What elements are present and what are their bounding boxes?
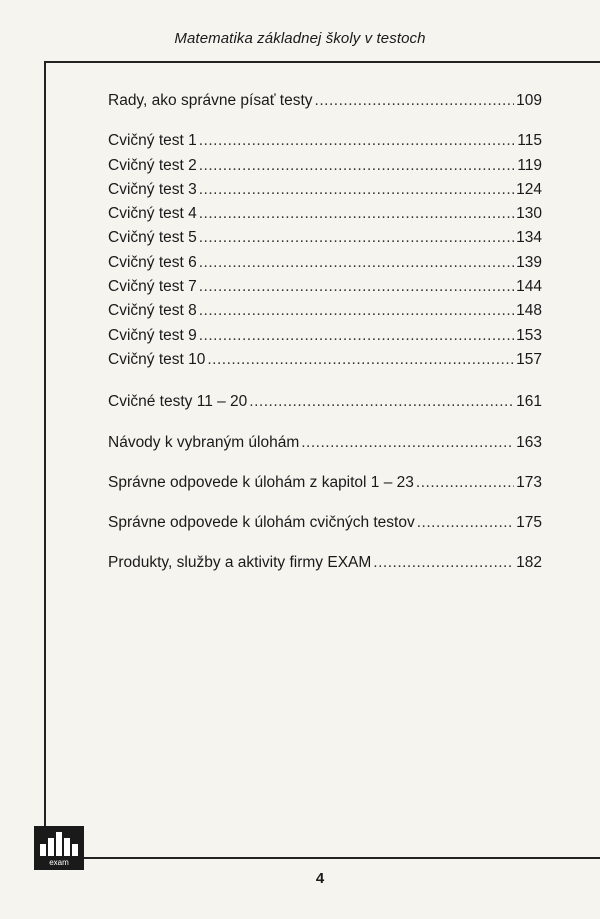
toc-entry[interactable] <box>108 89 542 113</box>
toc-entry-page: 153 <box>516 326 542 344</box>
toc-entry-title: Cvičný test 5 <box>108 229 197 247</box>
toc-entry-page: 109 <box>516 92 542 109</box>
toc-entry-page: 161 <box>516 393 542 411</box>
toc-leader-dots <box>315 89 515 113</box>
toc-leader-dots <box>199 226 514 250</box>
toc-leader-dots <box>199 202 514 226</box>
toc-entry-page: 130 <box>516 205 542 223</box>
toc-entry-title: Cvičný test 10 <box>108 350 206 368</box>
toc-leader-dots <box>207 348 514 372</box>
toc-entry-title: Správne odpovede k úlohám cvičných testov <box>108 514 415 532</box>
toc-leader-dots <box>199 178 514 202</box>
exam-logo-icon <box>34 826 84 870</box>
toc-entry-title: Cvičný test 7 <box>108 278 197 296</box>
toc-entry-page: 124 <box>516 180 542 198</box>
toc-entry[interactable] <box>108 299 542 323</box>
toc-entry-page: 175 <box>516 514 542 532</box>
running-header: Matematika základnej školy v testoch <box>174 30 426 47</box>
toc-entry[interactable] <box>108 226 542 250</box>
toc-entry-title: Cvičný test 9 <box>108 326 197 344</box>
toc-entry-page: 115 <box>517 132 542 150</box>
toc-entry-page: 139 <box>516 253 542 271</box>
toc-entry-page: 157 <box>516 350 542 368</box>
toc-entry[interactable] <box>108 431 542 455</box>
toc-leader-dots <box>199 299 514 323</box>
toc-entry-page: 144 <box>516 278 542 296</box>
toc-entry-page: 163 <box>516 433 542 451</box>
toc-leader-dots <box>199 251 514 275</box>
toc-entry[interactable] <box>108 202 542 226</box>
toc-entry[interactable] <box>108 511 542 535</box>
toc-entry[interactable] <box>108 390 542 414</box>
toc-leader-dots <box>199 154 516 178</box>
page-number: 4 <box>315 870 325 887</box>
toc-entry-page: 148 <box>516 302 542 320</box>
toc-leader-dots <box>199 275 514 299</box>
toc-entry-page: 182 <box>516 554 542 572</box>
toc-entry[interactable] <box>108 129 542 153</box>
logo-bars-icon <box>36 828 82 858</box>
toc-leader-dots <box>301 431 514 455</box>
toc-entry-title: Cvičný test 2 <box>108 156 197 174</box>
logo-text: exam <box>49 858 69 867</box>
toc-entry-title: Rady, ako správne písať testy <box>108 92 313 109</box>
toc-entry-title: Cvičné testy 11 – 20 <box>108 393 248 411</box>
table-of-contents <box>108 89 542 576</box>
toc-entry-title: Cvičný test 4 <box>108 205 197 223</box>
toc-entry[interactable] <box>108 275 542 299</box>
toc-entry-title: Cvičný test 8 <box>108 302 197 320</box>
toc-leader-dots <box>199 324 514 348</box>
toc-entry-title: Správne odpovede k úlohám z kapitol 1 – 23 <box>108 473 414 491</box>
toc-entry[interactable] <box>108 251 542 275</box>
toc-leader-dots <box>416 471 514 495</box>
toc-entry[interactable] <box>108 154 542 178</box>
toc-entry-page: 134 <box>516 229 542 247</box>
toc-leader-dots <box>249 390 514 414</box>
toc-entry-title: Cvičný test 1 <box>108 132 197 150</box>
toc-entry-page: 173 <box>516 473 542 491</box>
toc-entry-title: Návody k vybraným úlohám <box>108 433 300 451</box>
toc-entry[interactable] <box>108 551 542 575</box>
toc-entry-title: Cvičný test 3 <box>108 180 197 198</box>
toc-entry-page: 119 <box>517 156 542 174</box>
toc-entry[interactable] <box>108 471 542 495</box>
toc-leader-dots <box>417 511 514 535</box>
toc-entry[interactable] <box>108 178 542 202</box>
toc-leader-dots <box>373 551 514 575</box>
toc-entry[interactable] <box>108 348 542 372</box>
toc-leader-dots <box>199 129 516 153</box>
toc-entry-title: Produkty, služby a aktivity firmy EXAM <box>108 554 372 572</box>
bottom-rule <box>84 857 600 859</box>
toc-entry-title: Cvičný test 6 <box>108 253 197 271</box>
toc-entry[interactable] <box>108 324 542 348</box>
